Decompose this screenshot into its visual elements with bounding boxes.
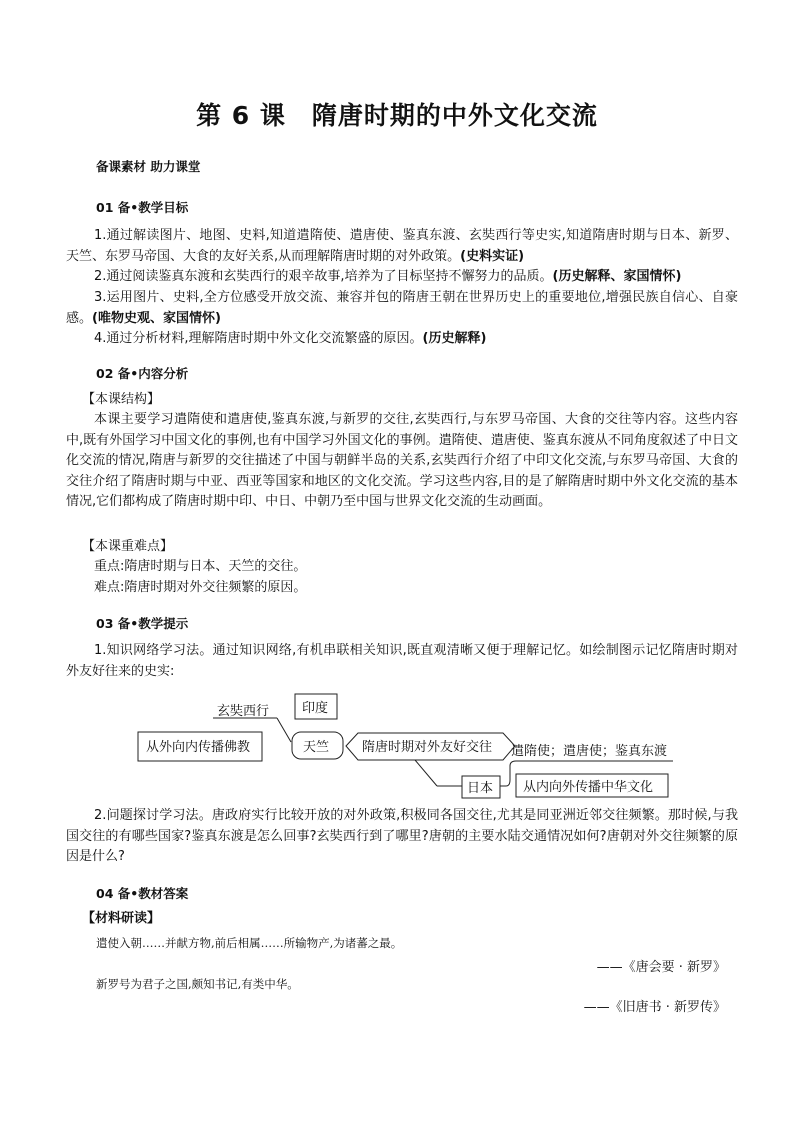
quote-1-source: ——《唐会要 · 新罗》 [596,960,726,975]
goal-1 [66,226,738,267]
knowledge-network-diagram [0,690,794,800]
diagram-tianzhu-box: 天竺 [303,740,330,755]
difficult-point: 难点:隋唐时期对外交往频繁的原因。 [94,580,307,595]
goal-1-text: 1.通过解读图片、地图、史料,知道遣隋使、遣唐使、鉴真东渡、玄奘西行等史实,知道隋唐时期与日本、新罗、天竺、东罗马帝国、大食的友好关系,从而理解隋唐时期的对外政策。 [66,228,738,264]
section-heading-tips: 03 备•教学提示 [96,616,189,631]
diagram-buddhism-box: 从外向内传播佛教 [146,740,251,755]
page-title: 第 6 课 隋唐时期的中外文化交流 [196,101,598,130]
goal-2 [66,267,738,288]
diagram-culture-box: 从内向外传播中华文化 [523,780,654,795]
goal-3-text: 3.运用图片、史料,全方位感受开放交流、兼容并包的隋唐王朝在世界历史上的重要地位,增强民族自信心、自豪感。 [66,290,738,326]
diagram-japan-box: 日本 [467,781,494,796]
goal-3-tag: (唯物史观、家国情怀) [92,310,221,326]
goal-4-tag: (历史解释) [422,331,487,346]
diagram-xuanzang-label: 玄奘西行 [217,704,270,719]
section-heading-analysis: 02 备•内容分析 [96,366,189,381]
structure-paragraph: 本课主要学习遣隋使和遣唐使,鉴真东渡,与新罗的交往,玄奘西行,与东罗马帝国、大食的交往等内容。这些内容中,既有外国学习中国文化的事例,也有中国学习外国文化的事例。遣隋使、遣唐使、鉴真东渡从不同角度叙述了中日文化交流的情况,隋唐与新罗的交往描述了中国与朝鲜半岛的关系,玄奘西行介绍了中印文化交流,与东罗马帝国、大食的交往介绍了隋唐时期与中亚、西亚等国家和地区的文化交流。学习这些内容,目的是了解隋唐时期中外文化交流的基本情况,它们都构成了隋唐时期中印、中日、中朝乃至中国与世界文化交流的生动画面。 [66,412,738,510]
goal-4-text: 4.通过分析材料,理解隋唐时期中外文化交流繁盛的原因。 [94,331,423,346]
section-heading-answers: 04 备•教材答案 [96,886,189,901]
goal-2-tag: (历史解释、家国情怀) [552,269,682,284]
subtitle: 备课素材 助力课堂 [96,159,201,174]
diagram-india-box: 印度 [302,701,329,716]
quote-2-source: ——《旧唐书 · 新罗传》 [583,1000,726,1015]
goal-1-tag: (史料实证) [460,248,525,264]
goal-2-text: 2.通过阅读鉴真东渡和玄奘西行的艰辛故事,培养为了目标坚持不懈努力的品质。 [94,269,553,284]
tip-2: 2.问题探讨学习法。唐政府实行比较开放的对外政策,积极同各国交往,尤其是同亚洲近邻交往频繁。那时候,与我国交往的有哪些国家?鉴真东渡是怎么回事?玄奘西行到了哪里?唐朝的主要水陆交通情况如何?唐朝对外交往频繁的原因是什么? [66,808,738,865]
diagram-center-box: 隋唐时期对外友好交往 [362,740,493,755]
quote-1: 遣使入朝……并献方物,前后相属……所输物产,为诸蕃之最。 [96,936,403,950]
key-points-heading: 【本课重难点】 [82,539,174,554]
section-heading-goals: 01 备•教学目标 [96,200,189,215]
tip-1: 1.知识网络学习法。通过知识网络,有机串联相关知识,既直观清晰又便于理解记忆。如绘制图示记忆隋唐时期对外友好往来的史实: [66,643,738,679]
material-reading-heading: 【材料研读】 [82,911,161,926]
structure-heading: 【本课结构】 [82,392,161,407]
quote-2: 新罗号为君子之国,颇知书记,有类中华。 [96,977,299,991]
goal-3 [66,288,738,329]
goal-4 [66,329,738,350]
diagram-envoys-label: 遣隋使；遣唐使；鉴真东渡 [511,744,668,759]
key-point: 重点:隋唐时期与日本、天竺的交往。 [94,559,307,574]
